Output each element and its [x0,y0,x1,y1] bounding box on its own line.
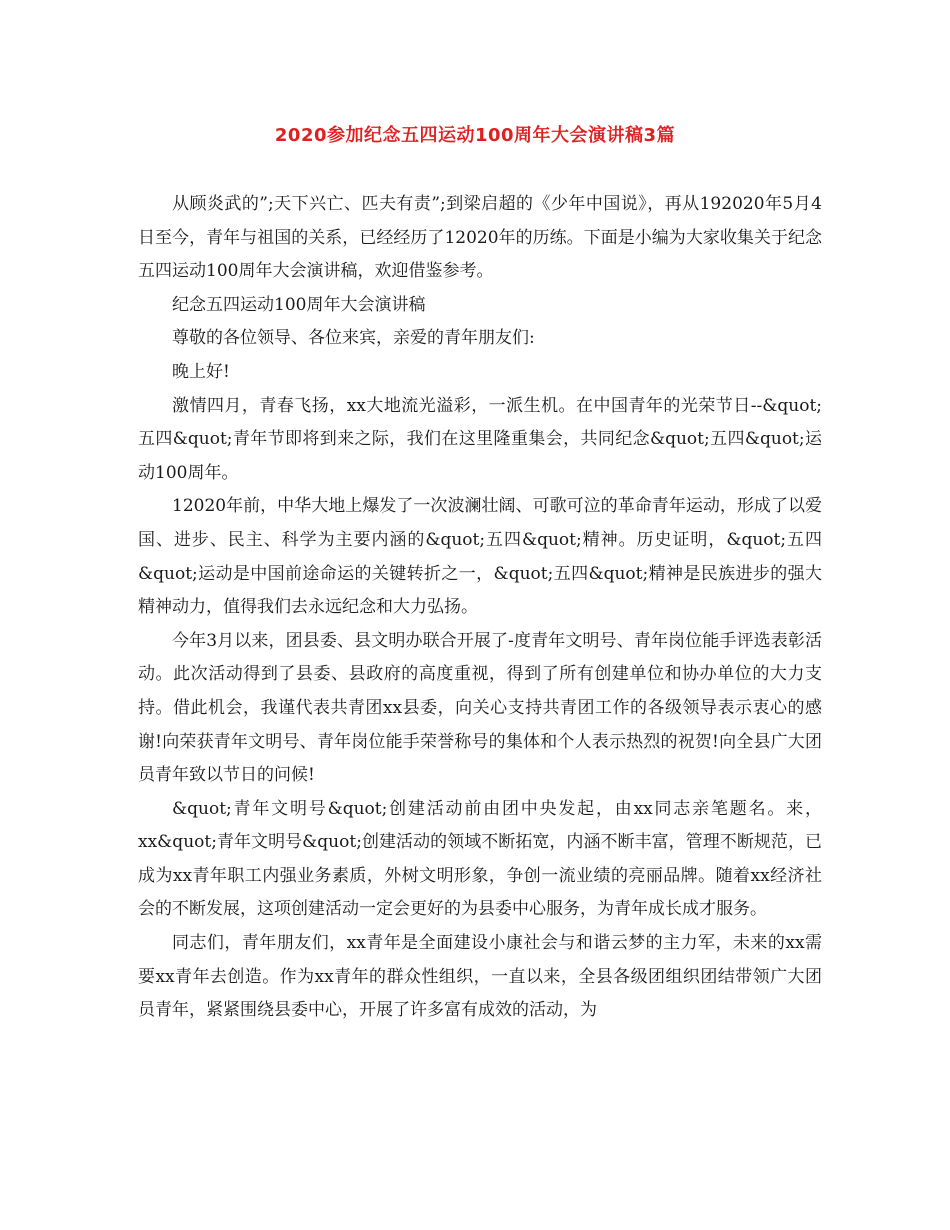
paragraph-body-4: &quot;青年文明号&quot;创建活动前由团中央发起，由xx同志亲笔题名。来，xx&quot;青年文明号&quot;创建活动的领域不断拓宽，内涵不断丰富，管理不断规范，已成为xx青年职工内强业务素质，外树文明形象，争创一流业绩的亮丽品牌。随着xx经济社会的不断发展，这项创建活动一定会更好的为县委中心服务，为青年成长成才服务。 [138,798,822,920]
paragraph-intro: 从顾炎武的”;天下兴亡、匹夫有责”;到梁启超的《少年中国说》，再从192020年5月4日至今，青年与祖国的关系，已经经历了12020年的历练。下面是小编为大家收集关于纪念五四运动100周年大会演讲稿，欢迎借鉴参考。 [138,194,822,282]
paragraph-body-2: 12020年前，中华大地上爆发了一次波澜壮阔、可歌可泣的革命青年运动，形成了以爱国、进步、民主、科学为主要内涵的&quot;五四&quot;精神。历史证明，&quot;五四&quot;运动是中国前途命运的关键转折之一，&quot;五四&quot;精神是民族进步的强大精神动力，值得我们去永远纪念和大力弘扬。 [138,496,822,618]
paragraph-body-5: 同志们，青年朋友们，xx青年是全面建设小康社会与和谐云梦的主力军，未来的xx需要xx青年去创造。作为xx青年的群众性组织，一直以来，全县各级团组织团结带领广大团员青年，紧紧围绕县委中心，开展了许多富有成效的活动，为 [138,933,822,1021]
paragraph-body-3: 今年3月以来，团县委、县文明办联合开展了-度青年文明号、青年岗位能手评选表彰活动。此次活动得到了县委、县政府的高度重视，得到了所有创建单位和协办单位的大力支持。借此机会，我谨代表共青团xx县委，向关心支持共青团工作的各级领导表示衷心的感谢!向荣获青年文明号、青年岗位能手荣誉称号的集体和个人表示热烈的祝贺!向全县广大团员青年致以节日的问候! [138,630,822,786]
document-title: 2020参加纪念五四运动100周年大会演讲稿3篇 [274,125,676,146]
paragraph-subtitle: 纪念五四运动100周年大会演讲稿 [172,294,426,315]
paragraph-greeting: 晚上好! [172,361,230,382]
paragraph-salutation: 尊敬的各位领导、各位来宾，亲爱的青年朋友们: [172,328,535,349]
document-body [138,188,822,1028]
paragraph-body-1: 激情四月，青春飞扬，xx大地流光溢彩，一派生机。在中国青年的光荣节日--&quot;五四&quot;青年节即将到来之际，我们在这里隆重集会，共同纪念&quot;五四&quot;运动100周年。 [138,395,822,483]
